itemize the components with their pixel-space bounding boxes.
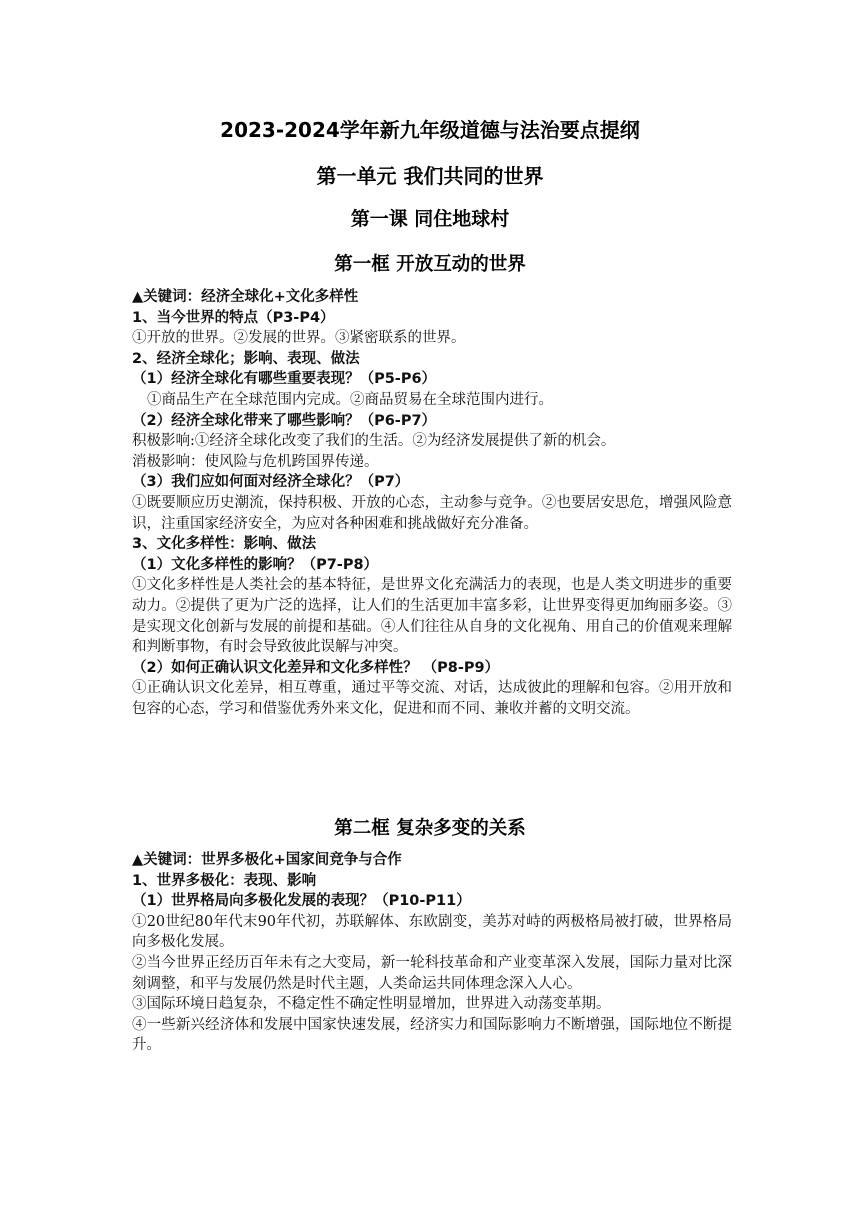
answer-2-2-positive: 积极影响:①经济全球化改变了我们的生活。②为经济发展提供了新的机会。 — [132, 433, 616, 450]
unit-title: 第一单元 我们共同的世界 — [316, 164, 544, 188]
document-title: 2023-2024学年新九年级道德与法治要点提纲 — [220, 118, 640, 142]
question-2-1: （1）经济全球化有哪些重要表现？（P5-P6） — [132, 371, 437, 388]
s2-point-1-heading: 1、世界多极化：表现、影响 — [132, 872, 317, 889]
question-2-3: （3）我们应如何面对经济全球化？（P7） — [132, 474, 410, 491]
answer-2-1: ①商品生产在全球范围内完成。②商品贸易在全球范围内进行。 — [147, 391, 553, 408]
s2-answer-4: ④一些新兴经济体和发展中国家快速发展，经济实力和国际影响力不断增强，国际地位不断提升。 — [132, 1016, 732, 1054]
answer-3-1: ①文化多样性是人类社会的基本特征，是世界文化充满活力的表现，也是人类文明进步的重要动力。②提供了更为广泛的选择，让人们的生活更加丰富多彩，让世界变得更加绚丽多姿。③是实现文化创新与发展的前提和基础。④人们往往从自身的文化视角、用自己的价值观来理解和判断事物，有时会导致彼此误解与冲突。 — [132, 577, 732, 656]
section-1-heading: 第一框 开放互动的世界 — [334, 254, 526, 275]
question-2-2: （2）经济全球化带来了哪些影响？（P6-P7） — [132, 412, 437, 429]
answer-3-2: ①正确认识文化差异，相互尊重，通过平等交流、对话，达成彼此的理解和包容。②用开放和包容的心态，学习和借鉴优秀外来文化，促进和而不同、兼收并蓄的文明交流。 — [132, 680, 732, 717]
point-1-text: ①开放的世界。②发展的世界。③紧密联系的世界。 — [132, 330, 466, 347]
s2-question-1: （1）世界格局向多极化发展的表现？（P10-P11） — [132, 893, 471, 910]
point-2-heading: 2、经济全球化；影响、表现、做法 — [132, 350, 360, 367]
answer-2-2-negative: 消极影响：使风险与危机跨国界传递。 — [132, 453, 379, 470]
lesson-title: 第一课 同住地球村 — [350, 208, 510, 230]
s2-answer-3: ③国际环境日趋复杂，不稳定性不确定性明显增加，世界进入动荡变革期。 — [132, 996, 611, 1013]
section-1-keyword: ▲关键词：经济全球化+文化多样性 — [132, 289, 359, 305]
question-3-1: （1）文化多样性的影响？（P7-P8） — [132, 556, 379, 573]
point-1-heading: 1、当今世界的特点（P3-P4） — [132, 309, 335, 326]
section-2-heading: 第二框 复杂多变的关系 — [334, 818, 526, 839]
section-1-body — [132, 287, 732, 719]
section-2-body — [132, 850, 732, 1056]
section-2-keyword: ▲关键词：世界多极化+国家间竞争与合作 — [132, 852, 402, 868]
s2-answer-2: ②当今世界正经历百年未有之大变局，新一轮科技革命和产业变革深入发展，国际力量对比深刻调整，和平与发展仍然是时代主题，人类命运共同体理念深入人心。 — [132, 954, 732, 992]
question-3-2: （2）如何正确认识文化差异和文化多样性？ （P8-P9） — [132, 659, 500, 676]
point-3-heading: 3、文化多样性：影响、做法 — [132, 536, 317, 553]
answer-2-3: ①既要顺应历史潮流，保持积极、开放的心态，主动参与竞争。②也要居安思危，增强风险意识，注重国家经济安全，为应对各种困难和挑战做好充分准备。 — [132, 494, 732, 532]
s2-answer-1: ①20世纪80年代末90年代初，苏联解体、东欧剧变，美苏对峙的两极格局被打破，世界格局向多极化发展。 — [132, 913, 732, 951]
